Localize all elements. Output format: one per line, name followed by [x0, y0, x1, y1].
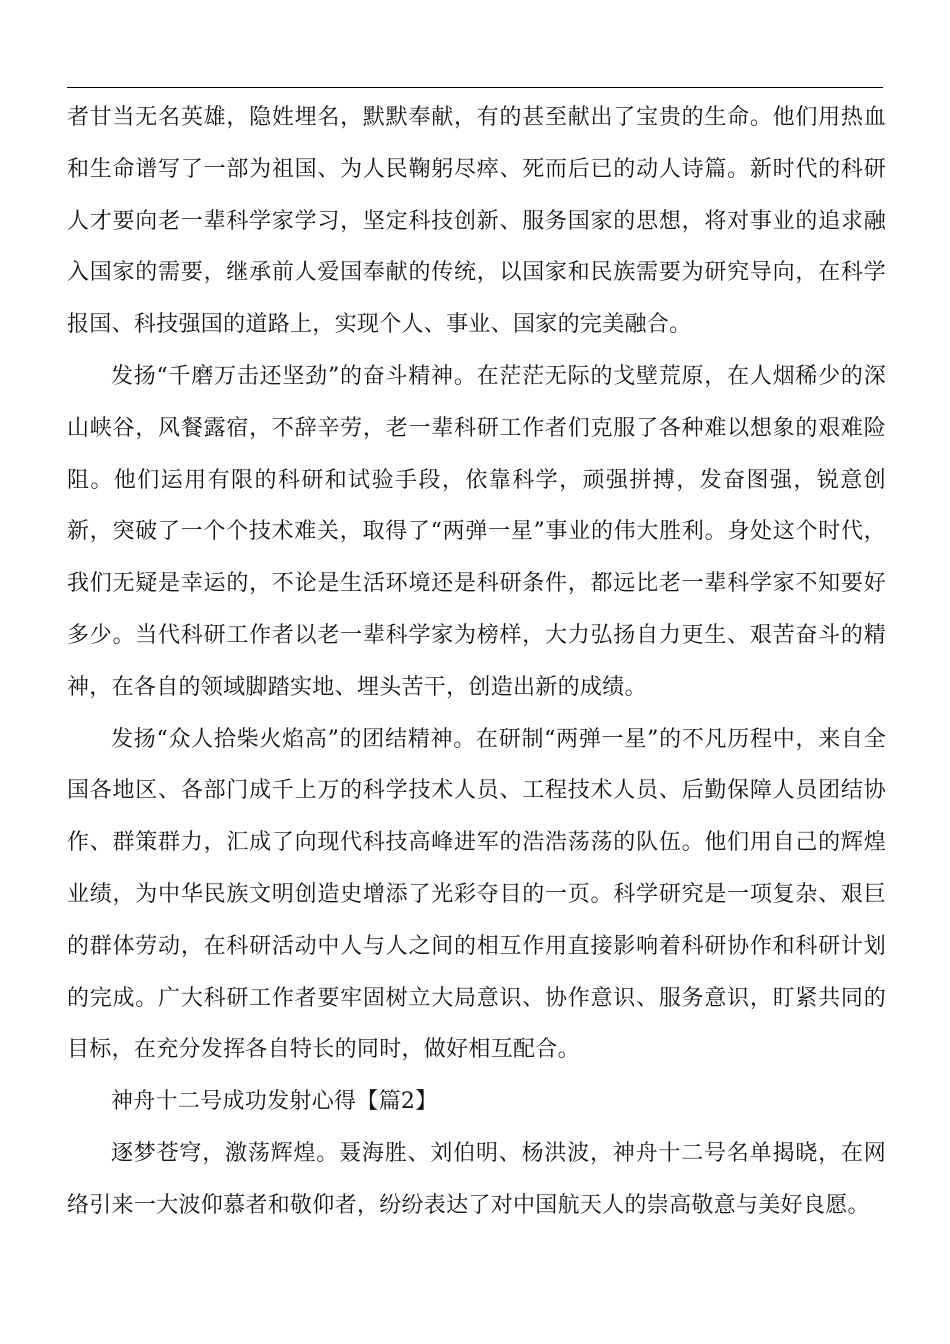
section-heading: 神舟十二号成功发射心得【篇2】: [111, 1089, 438, 1115]
paragraph-shenzhou: 逐梦苍穹，激荡辉煌。聂海胜、刘伯明、杨洪波，神舟十二号名单揭晓，在网络引来一大波仰慕者和敬仰者，纷纷表达了对中国航天人的崇高敬意与美好良愿。: [67, 1140, 886, 1218]
paragraph-continuation: 者甘当无名英雄，隐姓埋名，默默奉献，有的甚至献出了宝贵的生命。他们用热血和生命谱写了一部为祖国、为人民鞠躬尽瘁、死而后已的动人诗篇。新时代的科研人才要向老一辈科学家学习，坚定科技创新、服务国家的思想，将对事业的追求融入国家的需要，继承前人爱国奉献的传统，以国家和民族需要为研究导向，在科学报国、科技强国的道路上，实现个人、事业、国家的完美融合。: [67, 105, 886, 338]
paragraph-unity-spirit: 发扬“众人拾柴火焰高”的团结精神。在研制“两弹一星”的不凡历程中，来自全国各地区、各部门成千上万的科学技术人员、工程技术人员、后勤保障人员团结协作、群策群力，汇成了向现代科技高峰进军的浩浩荡荡的队伍。他们用自己的辉煌业绩，为中华民族文明创造史增添了光彩夺目的一页。科学研究是一项复杂、艰巨的群体劳动，在科研活动中人与人之间的相互作用直接影响着科研协作和科研计划的完成。广大科研工作者要牢固树立大局意识、协作意识、服务意识，盯紧共同的目标，在充分发挥各自特长的同时，做好相互配合。: [67, 726, 886, 1063]
header-rule: [67, 87, 883, 88]
paragraph-struggle-spirit: 发扬“千磨万击还坚劲”的奋斗精神。在茫茫无际的戈壁荒原，在人烟稀少的深山峡谷，风餐露宿，不辞辛劳，老一辈科研工作者们克服了各种难以想象的艰难险阻。他们运用有限的科研和试验手段，依靠科学，顽强拼搏，发奋图强，锐意创新，突破了一个个技术难关，取得了“两弹一星”事业的伟大胜利。身处这个时代，我们无疑是幸运的，不论是生活环境还是科研条件，都远比老一辈科学家不知要好多少。当代科研工作者以老一辈科学家为榜样，大力弘扬自力更生、艰苦奋斗的精神，在各自的领域脚踏实地、埋头苦干，创造出新的成绩。: [67, 363, 886, 700]
document-body: [67, 92, 886, 1232]
